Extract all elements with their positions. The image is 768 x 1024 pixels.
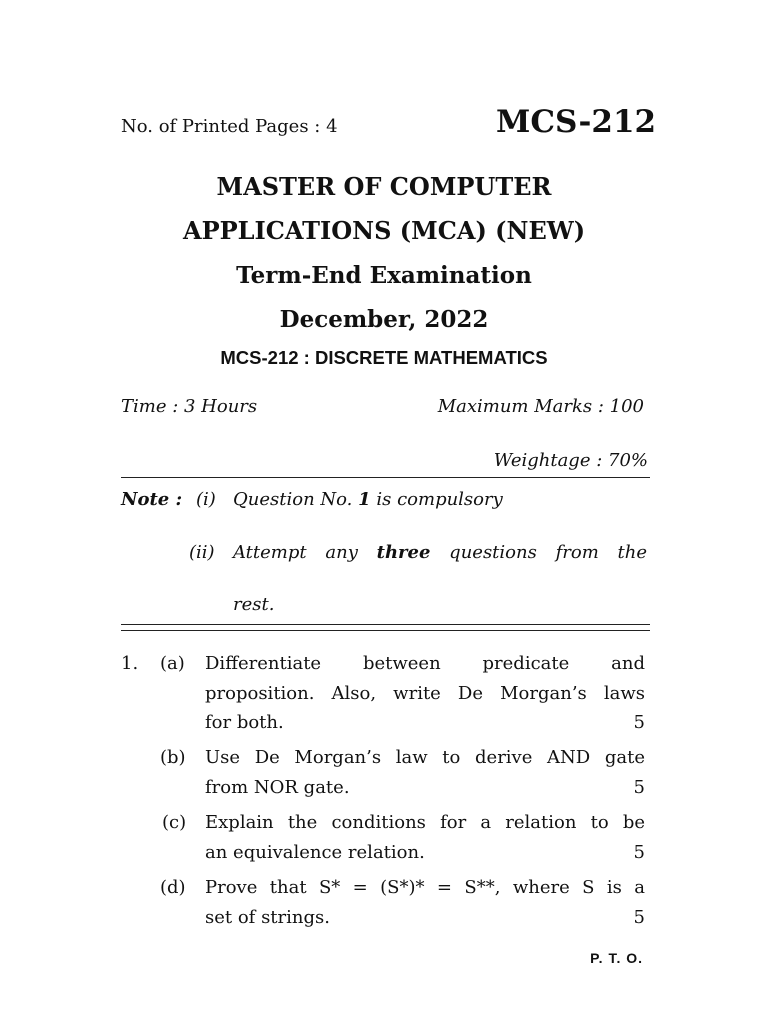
part-last-line bbox=[205, 903, 645, 933]
course-code: MCS-212 bbox=[496, 104, 657, 140]
note-label: Note : bbox=[121, 489, 183, 510]
question-part-a bbox=[205, 649, 645, 738]
part-last-line bbox=[205, 838, 645, 868]
double-divider-top bbox=[121, 624, 650, 625]
part-text-line: Prove that S* = (S*)* = S**, where S is a bbox=[205, 877, 645, 898]
part-label: (d) bbox=[160, 877, 186, 898]
marks: 5 bbox=[633, 712, 645, 733]
maximum-marks: Maximum Marks : 100 bbox=[437, 396, 644, 417]
part-label: (c) bbox=[162, 812, 187, 833]
part-text-line: set of strings. bbox=[205, 906, 330, 928]
note-item-number: (ii) bbox=[189, 542, 215, 563]
double-divider-bottom bbox=[121, 630, 650, 631]
programme-title-line2: APPLICATIONS (MCA) (NEW) bbox=[182, 216, 586, 245]
please-turn-over: P. T. O. bbox=[590, 950, 643, 966]
question-part-c bbox=[205, 808, 645, 867]
exam-title: Term-End Examination bbox=[236, 262, 532, 289]
exam-session: December, 2022 bbox=[279, 306, 489, 333]
part-label: (a) bbox=[160, 653, 185, 674]
marks: 5 bbox=[633, 776, 645, 798]
note-item-number: (i) bbox=[196, 489, 216, 510]
marks: 5 bbox=[633, 906, 645, 928]
part-text-line: Use De Morgan’s law to derive AND gate bbox=[205, 747, 645, 768]
subject-title: MCS-212 : DISCRETE MATHEMATICS bbox=[220, 347, 548, 368]
part-text-line: Differentiate between predicate and bbox=[205, 653, 645, 674]
divider bbox=[121, 477, 650, 478]
part-text-line: Explain the conditions for a relation to be bbox=[205, 812, 645, 833]
marks: 5 bbox=[633, 841, 645, 863]
note-text: is compulsory bbox=[370, 489, 503, 510]
note-text: questions from the bbox=[430, 542, 647, 563]
part-label: (b) bbox=[160, 747, 186, 768]
part-text-line: from NOR gate. bbox=[205, 776, 350, 798]
printed-pages: No. of Printed Pages : 4 bbox=[121, 116, 338, 137]
part-text-line: for both. bbox=[205, 712, 284, 733]
note-item-text-continued: rest. bbox=[233, 594, 275, 615]
part-last-line bbox=[205, 773, 645, 803]
time-allowed: Time : 3 Hours bbox=[121, 396, 258, 417]
question-part-d bbox=[205, 873, 645, 932]
note-emphasis: 1 bbox=[358, 489, 371, 510]
note-text: Question No. bbox=[233, 489, 359, 510]
note-item-text bbox=[233, 489, 503, 510]
weightage: Weightage : 70% bbox=[493, 450, 648, 471]
part-last-line bbox=[205, 708, 645, 738]
part-text-line: an equivalence relation. bbox=[205, 841, 425, 863]
note-item-text bbox=[233, 542, 647, 563]
question-part-b bbox=[205, 743, 645, 802]
programme-title-line1: MASTER OF COMPUTER bbox=[216, 172, 552, 201]
question-number: 1. bbox=[121, 653, 139, 674]
note-text: Attempt any bbox=[233, 542, 377, 563]
note-emphasis: three bbox=[376, 542, 431, 563]
part-text-line: proposition. Also, write De Morgan’s laws bbox=[205, 682, 645, 704]
